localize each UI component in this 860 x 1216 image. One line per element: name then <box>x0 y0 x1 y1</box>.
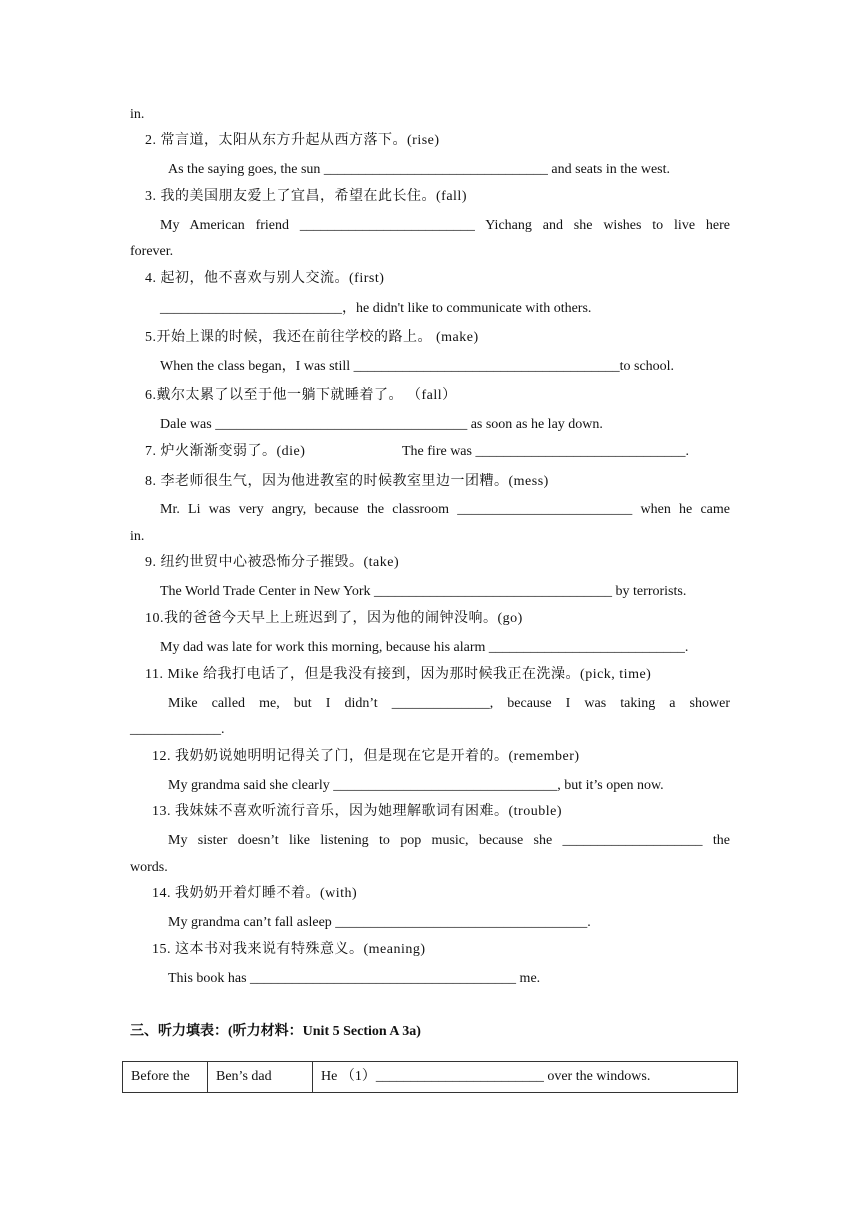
q4-chinese: 4. 起初，他不喜欢与别人交流。(first) <box>145 271 385 286</box>
q8-english-cont: in. <box>130 529 145 544</box>
q13-english: My sister doesn’t like listening to pop music, because she ____________________ the <box>168 833 730 848</box>
section-three-title: 三、听力填表：(听力材料：Unit 5 Section A 3a) <box>130 1024 421 1039</box>
table-cell-answer: He （1）________________________ over the windows. <box>313 1062 738 1093</box>
q5-english: When the class began，I was still ______________________________________to school. <box>160 359 675 374</box>
q11-english-cont: _____________. <box>130 722 225 737</box>
q7-english: The fire was ______________________________. <box>402 444 689 459</box>
table-cell-time: Before the <box>123 1062 208 1093</box>
q3-chinese: 3. 我的美国朋友爱上了宜昌，希望在此长住。(fall) <box>145 189 467 204</box>
q2-chinese: 2. 常言道，太阳从东方升起从西方落下。(rise) <box>145 133 440 148</box>
q6-english: Dale was ____________________________________ as soon as he lay down. <box>160 417 603 432</box>
q15-english: This book has ______________________________________ me. <box>168 971 541 986</box>
table-row <box>123 1062 738 1093</box>
q13-english-cont: words. <box>130 860 168 875</box>
q15-chinese: 15. 这本书对我来说有特殊意义。(meaning) <box>152 942 426 957</box>
q9-chinese: 9. 纽约世贸中心被恐怖分子摧毁。(take) <box>145 555 400 570</box>
listening-table <box>122 1061 738 1093</box>
q2-english: As the saying goes, the sun ________________________________ and seats in the west. <box>168 162 671 177</box>
table-cell-person: Ben’s dad <box>208 1062 313 1093</box>
q3-english-cont: forever. <box>130 244 174 259</box>
q5-chinese: 5.开始上课的时候，我还在前往学校的路上。 (make) <box>145 330 479 345</box>
q14-chinese: 14. 我奶奶开着灯睡不着。(with) <box>152 886 358 901</box>
q14-english: My grandma can’t fall asleep ____________________________________. <box>168 915 591 930</box>
q11-english: Mike called me, but I didn’t ______________, because I was taking a shower <box>168 696 730 711</box>
q7-chinese: 7. 炉火渐渐变弱了。(die) <box>145 444 306 459</box>
q8-chinese: 8. 李老师很生气，因为他进教室的时候教室里边一团糟。(mess) <box>145 474 549 489</box>
q6-chinese: 6.戴尔太累了以至于他一躺下就睡着了。 （fall） <box>145 388 457 403</box>
q8-english: Mr. Li was very angry, because the classroom _________________________ when he came <box>160 502 730 517</box>
q12-chinese: 12. 我奶奶说她明明记得关了门，但是现在它是开着的。(remember) <box>152 749 580 764</box>
q1-tail: in. <box>130 107 145 122</box>
q10-chinese: 10.我的爸爸今天早上上班迟到了，因为他的闹钟没响。(go) <box>145 611 523 626</box>
q11-chinese: 11. Mike 给我打电话了，但是我没有接到，因为那时候我正在洗澡。(pick, time) <box>145 667 652 682</box>
q12-english: My grandma said she clearly ________________________________, but it’s open now. <box>168 778 664 793</box>
q4-english: __________________________，he didn't like to communicate with others. <box>160 301 592 316</box>
q9-english: The World Trade Center in New York __________________________________ by terrorists. <box>160 584 687 599</box>
q10-english: My dad was late for work this morning, because his alarm ____________________________. <box>160 640 689 655</box>
q13-chinese: 13. 我妹妹不喜欢听流行音乐，因为她理解歌词有困难。(trouble) <box>152 804 562 819</box>
q3-english: My American friend _________________________ Yichang and she wishes to live here <box>160 218 730 233</box>
